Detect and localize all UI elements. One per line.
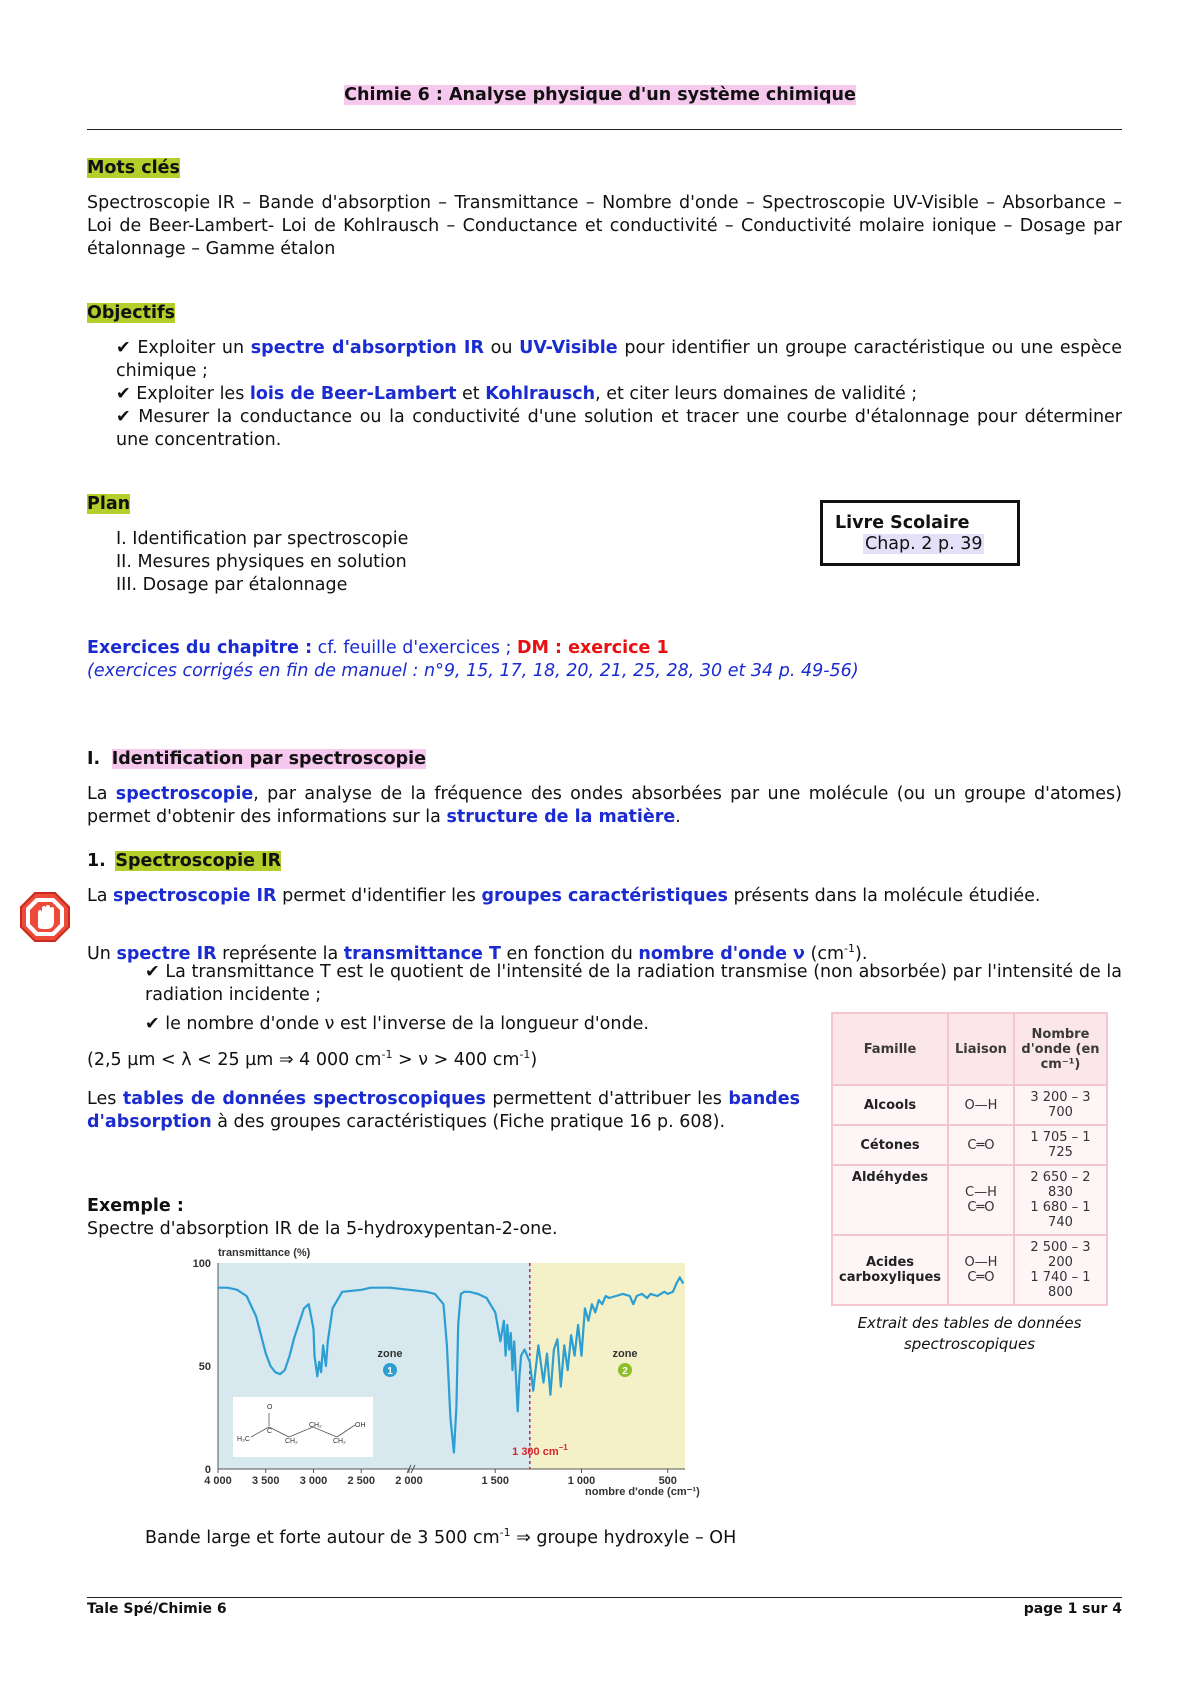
molecule-atom: CH₂	[285, 1438, 298, 1445]
molecule-atom: CH₂	[333, 1438, 346, 1445]
exercises-text: cf. feuille d'exercices ;	[312, 638, 517, 658]
molecule-atom: CH₂	[309, 1422, 322, 1429]
objective-text: ✔ Exploiter un	[116, 338, 251, 358]
conclusion-superscript: -1	[499, 1526, 511, 1539]
table-cell: 3 200 – 3 700	[1014, 1085, 1107, 1125]
spectrum-conclusion	[145, 1526, 736, 1548]
section-1-intro	[87, 783, 1122, 829]
wavenumber-range	[87, 1043, 787, 1072]
tables-text: à des groupes caractéristiques (Fiche pratique 16 p. 608).	[211, 1112, 726, 1132]
molecule-structure	[233, 1397, 373, 1457]
section-title: Identification par spectroscopie	[111, 749, 427, 769]
exercises-block	[87, 637, 1122, 683]
intro-emphasis: spectroscopie	[115, 784, 254, 804]
section-number: I.	[87, 749, 101, 769]
footer-divider	[87, 1597, 1122, 1598]
objective-text: ✔ Exploiter les	[116, 384, 250, 404]
ir-emphasis: groupes caractéristiques	[481, 886, 728, 906]
plan-heading-wrap	[87, 494, 130, 514]
conclusion-text: ⇒ groupe hydroxyle – OH	[510, 1527, 737, 1548]
objective-emphasis: spectre d'absorption IR	[250, 338, 484, 358]
objectives-list	[116, 337, 1122, 452]
header-divider	[87, 129, 1122, 130]
zone-2-label: zone	[612, 1348, 638, 1360]
table-header: Nombre d'onde (en cm⁻¹)	[1014, 1013, 1107, 1085]
y-axis-label: transmittance (%)	[218, 1247, 311, 1259]
spectroscopic-data-table	[831, 1012, 1108, 1306]
table-row	[832, 1235, 1107, 1305]
x-ticks	[204, 1469, 677, 1487]
ir-spectrum-svg	[185, 1245, 715, 1505]
table-cell: O—H	[948, 1085, 1014, 1125]
molecule-atom: O	[267, 1404, 273, 1411]
intro-emphasis: structure de la matière	[446, 807, 676, 827]
table-caption: Extrait des tables de données spectroscopiques	[857, 1314, 1082, 1353]
table-cell: Aldéhydes	[832, 1165, 948, 1235]
ir-text: présents dans la molécule étudiée.	[727, 886, 1041, 906]
wavenumber-bullet: ✔ le nombre d'onde ν est l'inverse de la longueur d'onde.	[145, 1014, 649, 1034]
data-tables-paragraph	[87, 1088, 800, 1134]
table-header: Famille	[832, 1013, 948, 1085]
objective-emphasis: UV-Visible	[519, 338, 618, 358]
molecule-atom: OH	[355, 1422, 366, 1429]
range-superscript: -1	[519, 1048, 531, 1061]
zone-1-label: zone	[377, 1348, 403, 1360]
x-tick-label: 3 000	[299, 1475, 328, 1487]
y-tick-label: 0	[204, 1464, 211, 1476]
page-title: Chimie 6 : Analyse physique d'un système chimique	[344, 85, 856, 105]
table-row	[832, 1165, 1107, 1235]
plan-heading: Plan	[87, 494, 131, 514]
table-cell: 2 650 – 2 830 1 680 – 1 740	[1014, 1165, 1107, 1235]
plan-item: II. Mesures physiques en solution	[116, 552, 407, 572]
objective-text: ou	[483, 338, 520, 358]
objective-text: pour identifier un groupe caractéristique ou une espèce chimique ;	[116, 338, 1122, 381]
keywords-heading-wrap	[87, 158, 180, 178]
x-tick-label: 2 500	[347, 1475, 376, 1487]
marker-label: 1 300 $cm^{-1}$	[512, 1443, 568, 1458]
ir-paragraph-1	[87, 885, 1122, 908]
table-header-row	[832, 1013, 1107, 1085]
molecule-atom: C	[267, 1428, 273, 1435]
transmittance-bullet: ✔ La transmittance T est le quotient de l'intensité de la radiation transmise (non absorbée) par l'intensité de la radiation incidente ;	[145, 962, 1122, 1005]
corrected-exercises: (exercices corrigés en fin de manuel : n°9, 15, 17, 18, 20, 21, 25, 28, 30 et 34 p. 49-56)	[87, 661, 859, 681]
table-cell: 2 500 – 3 200 1 740 – 1 800	[1014, 1235, 1107, 1305]
intro-text: La	[87, 784, 116, 804]
tables-emphasis: tables de données spectroscopiques	[122, 1089, 486, 1109]
stop-hand-icon	[19, 891, 71, 943]
molecule-atom: H₃C	[237, 1436, 250, 1443]
x-tick-label: 500	[658, 1475, 677, 1487]
textbook-title: Livre Scolaire	[835, 513, 970, 533]
table-cell: O—H C═O	[948, 1235, 1014, 1305]
x-tick-label: 1 000	[567, 1475, 596, 1487]
zone-1-number: 1	[387, 1366, 393, 1377]
objectives-heading: Objectifs	[87, 303, 176, 323]
y-tick-label: 50	[198, 1361, 211, 1373]
ir-emphasis: transmittance T	[343, 943, 501, 964]
zone-2-number: 2	[622, 1366, 628, 1377]
ir-emphasis: nombre d'onde ν	[638, 943, 805, 964]
example-label: Exemple :	[87, 1196, 184, 1216]
ir-text: ).	[855, 943, 868, 964]
objective-emphasis: Kohlrausch	[485, 384, 596, 404]
x-axis-label: nombre d'onde (cm⁻¹)	[585, 1486, 700, 1498]
objective-text: et	[456, 384, 486, 404]
plan-item: III. Dosage par étalonnage	[116, 575, 348, 595]
objective-text: , et citer leurs domaines de validité ;	[595, 384, 918, 404]
objective-item	[116, 337, 1122, 383]
table-cell: Alcools	[832, 1085, 948, 1125]
y-tick-label: 100	[192, 1258, 211, 1270]
range-text: (2,5 µm < λ < 25 µm ⇒ 4 000 cm	[87, 1049, 382, 1070]
tables-text: permettent d'attribuer les	[485, 1089, 729, 1109]
range-text: > ν > 400 cm	[392, 1049, 520, 1070]
textbook-reference-box	[820, 500, 1020, 566]
table-cell: 1 705 – 1 725	[1014, 1125, 1107, 1165]
ir-text: (cm	[804, 943, 845, 964]
ir-emphasis: spectroscopie IR	[113, 886, 277, 906]
tables-emphasis: bandes d'absorption	[87, 1089, 800, 1132]
tables-text: Les	[87, 1089, 123, 1109]
textbook-chapter: Chap. 2 p. 39	[865, 534, 983, 554]
ir-text: Un	[87, 943, 117, 964]
objective-item: ✔ Mesurer la conductance ou la conductivité d'une solution et tracer une courbe d'étalonnage pour déterminer une concentration.	[116, 407, 1122, 450]
subsection-1-heading	[87, 851, 281, 871]
range-text: )	[530, 1049, 538, 1070]
ir-emphasis: spectre IR	[116, 943, 217, 964]
ir-superscript: -1	[844, 942, 855, 955]
ir-spectrum-chart	[185, 1245, 715, 1505]
table-cell: C—H C═O	[948, 1165, 1014, 1235]
x-tick-label: 2 000	[395, 1475, 423, 1487]
subsection-title: Spectroscopie IR	[115, 851, 282, 871]
range-superscript: -1	[381, 1048, 393, 1061]
plan-item: I. Identification par spectroscopie	[116, 529, 409, 549]
x-tick-label: 4 000	[204, 1475, 232, 1487]
keywords-text: Spectroscopie IR – Bande d'absorption – Transmittance – Nombre d'onde – Spectroscopie UV-Visible – Absorbance – Loi de Beer-Lambert- Loi de Kohlrausch – Conductance et conductivité – Conductivité molaire ionique – Dosage par étalonnage – Gamme étalon	[87, 193, 1122, 259]
page-header	[0, 85, 1200, 105]
subsection-number: 1.	[87, 851, 106, 871]
plan-list	[116, 528, 408, 597]
exercises-label: Exercices du chapitre :	[87, 638, 313, 658]
intro-text: .	[675, 807, 681, 827]
table-row	[832, 1085, 1107, 1125]
table-row	[832, 1125, 1107, 1165]
x-tick-label: 1 500	[481, 1475, 510, 1487]
ir-text: représente la	[216, 943, 344, 964]
example-text: Spectre d'absorption IR de la 5-hydroxypentan-2-one.	[87, 1219, 558, 1239]
intro-text: , par analyse de la fréquence des ondes absorbées par une molécule (ou un groupe d'atomes) permet d'obtenir des informations sur la	[87, 784, 1122, 827]
table-cell: Cétones	[832, 1125, 948, 1165]
conclusion-text: Bande large et forte autour de 3 500 cm	[145, 1527, 500, 1548]
homework-label: DM : exercice 1	[517, 638, 669, 658]
ir-text: La	[87, 886, 114, 906]
ir-text: permet d'identifier les	[276, 886, 482, 906]
keywords-heading: Mots clés	[87, 158, 180, 178]
objectives-heading-wrap	[87, 303, 175, 323]
ir-text: en fonction du	[500, 943, 639, 964]
footer-page-number: page 1 sur 4	[1023, 1601, 1122, 1617]
table-cell: Acides carboxyliques	[832, 1235, 948, 1305]
objective-item	[116, 383, 1122, 406]
footer-left: Tale Spé/Chimie 6	[87, 1601, 227, 1617]
objective-emphasis: lois de Beer-Lambert	[249, 384, 457, 404]
x-tick-label: 3 500	[251, 1475, 280, 1487]
table-header: Liaison	[948, 1013, 1014, 1085]
spectroscopic-data-table-wrap	[831, 1012, 1108, 1355]
section-1-heading	[87, 749, 426, 769]
table-cell: C═O	[948, 1125, 1014, 1165]
